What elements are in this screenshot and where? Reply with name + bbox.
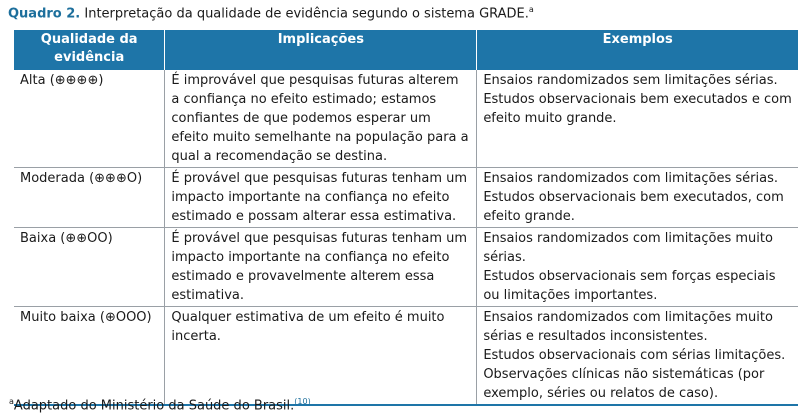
table-row bbox=[14, 168, 798, 228]
quality-cell: Moderada (⊕⊕⊕O) bbox=[14, 168, 165, 228]
examples-cell bbox=[477, 228, 798, 307]
quality-cell: Baixa (⊕⊕OO) bbox=[14, 228, 165, 307]
quality-cell: Alta (⊕⊕⊕⊕) bbox=[14, 70, 165, 168]
caption-note-mark: a bbox=[528, 5, 534, 14]
example-item: Ensaios randomizados com limitações muito sérias e resultados inconsistentes. bbox=[483, 310, 773, 344]
implications-cell: É provável que pesquisas futuras tenham um impacto importante na confiança no efeito estimado e possam alterar essa estimativa. bbox=[165, 168, 477, 228]
examples-cell bbox=[477, 307, 798, 406]
example-item: Estudos observacionais bem executados e com efeito muito grande. bbox=[483, 92, 792, 126]
grade-table bbox=[14, 30, 798, 406]
example-item: Ensaios randomizados com limitações muito sérias. bbox=[483, 231, 773, 265]
header-implications: Implicações bbox=[165, 30, 477, 70]
example-item: Ensaios randomizados sem limitações sérias. bbox=[483, 73, 778, 88]
implications-cell: É improvável que pesquisas futuras alterem a confiança no efeito estimado; estamos confiantes de que podemos esperar um efeito muito semelhante na população para a qual a recomendação se destina. bbox=[165, 70, 477, 168]
caption-label: Quadro 2. bbox=[8, 6, 81, 22]
footnote bbox=[9, 397, 311, 413]
footnote-mark: a bbox=[9, 397, 14, 406]
footnote-reference: (10) bbox=[294, 397, 311, 406]
header-examples: Exemplos bbox=[477, 30, 798, 70]
footnote-text: Adaptado do Ministério da Saúde do Brasil. bbox=[13, 398, 295, 414]
quality-cell: Muito baixa (⊕OOO) bbox=[14, 307, 165, 406]
example-item: Ensaios randomizados com limitações sérias. bbox=[483, 171, 778, 186]
header-quality: Qualidade da evidência bbox=[14, 30, 165, 70]
example-item: Estudos observacionais sem forças especiais ou limitações importantes. bbox=[483, 269, 776, 303]
table-row bbox=[14, 70, 798, 168]
table-header bbox=[14, 30, 798, 70]
caption-title: Interpretação da qualidade de evidência segundo o sistema GRADE. bbox=[80, 6, 529, 22]
example-item: Estudos observacionais com sérias limitações. bbox=[483, 348, 786, 363]
examples-cell bbox=[477, 70, 798, 168]
implications-cell: É provável que pesquisas futuras tenham um impacto importante na confiança no efeito estimado e provavelmente alterem essa estimativa. bbox=[165, 228, 477, 307]
table-row bbox=[14, 228, 798, 307]
example-item: Estudos observacionais bem executados, com efeito grande. bbox=[483, 190, 784, 224]
examples-cell bbox=[477, 168, 798, 228]
example-item: Observações clínicas não sistemáticas (por exemplo, séries ou relatos de caso). bbox=[483, 367, 765, 401]
table-row bbox=[14, 307, 798, 406]
implications-cell: Qualquer estimativa de um efeito é muito incerta. bbox=[165, 307, 477, 406]
table-caption bbox=[8, 5, 534, 21]
table-body bbox=[14, 70, 798, 405]
